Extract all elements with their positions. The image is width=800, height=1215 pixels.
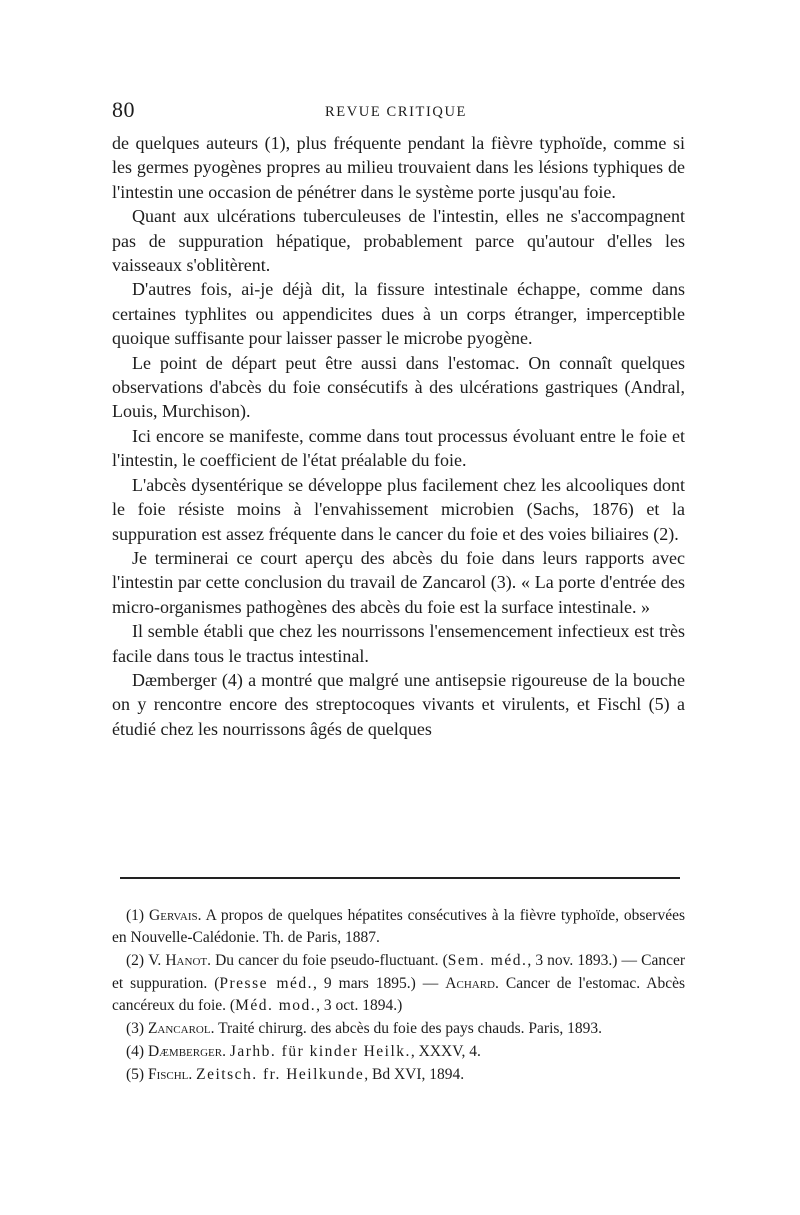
paragraph-8: Il semble établi que chez les nourrissons l'ensemencement infectieux est très facile dans tous le tractus intestinal. <box>112 621 685 666</box>
paragraph-7: Je terminerai ce court aperçu des abcès du foie dans leurs rapports avec l'intestin par cette conclusion du travail de Zancarol (3). « La porte d'entrée des micro-organismes pathogènes des abcès du foie est la surface intestinale. » <box>112 547 685 617</box>
paragraph-9: Dæmberger (4) a montré que malgré une antisepsie rigoureuse de la bouche on y rencontre encore des streptocoques vivants et virulents, et Fischl (5) a étudié chez les nourrissons âgés de quelques <box>112 669 685 739</box>
footnote-journal: Méd. mod. <box>235 996 317 1014</box>
main-text <box>112 131 685 741</box>
footnote-mark: (2) <box>126 952 145 970</box>
paragraph-4: Le point de départ peut être aussi dans l'estomac. On connaît quelques observations d'abcès du foie consécutifs à des ulcérations gastriques (Andral, Louis, Murchison). <box>112 352 685 422</box>
footnote-mark: (5) <box>126 1066 145 1084</box>
footnote-mark: (3) <box>126 1020 145 1038</box>
footnote-1 <box>112 905 685 949</box>
paragraph-1: de quelques auteurs (1), plus fréquente pendant la fièvre typhoïde, comme si les germes pyogènes propres au milieu trouvaient dans les lésions typhiques de l'intestin une occasion de pénétrer dans le système porte jusqu'au foie. <box>112 133 685 202</box>
footnote-text: Du cancer du foie pseudo-fluctuant. ( <box>215 952 448 970</box>
footnote-mark: (4) <box>126 1043 145 1061</box>
footnote-text: A propos de quelques hépatites consécutives à la fièvre typhoïde, observées en Nouvelle-Calédonie. Th. de Paris, 1887. <box>112 907 686 947</box>
footnote-separator <box>120 877 680 879</box>
footnote-4 <box>112 1041 685 1063</box>
footnote-journal: Jarhb. für kinder Heilk. <box>229 1043 411 1061</box>
footnote-author: Dæmberger. <box>147 1043 226 1061</box>
footnote-2 <box>112 950 685 1017</box>
footnote-journal: Zeitsch. fr. Heilkunde <box>196 1066 365 1084</box>
footnote-text: , 9 mars 1895.) — <box>313 974 446 992</box>
page-number: 80 <box>112 97 135 122</box>
footnote-author: Gervais. <box>149 907 202 924</box>
footnote-text: , 3 nov. 1893.) — Cancer et suppuration. ( <box>112 952 686 992</box>
paragraph-5: Ici encore se manifeste, comme dans tout processus évoluant entre le foie et l'intestin, le coefficient de l'état préalable du foie. <box>112 425 685 471</box>
footnote-author: Zancarol. <box>147 1020 215 1038</box>
footnote-text: , Bd XVI, 1894. <box>364 1066 465 1084</box>
footnote-author: V. Hanot. <box>148 952 211 970</box>
footnote-author: Fischl. <box>147 1066 193 1084</box>
footnote-text: , XXXV, 4. <box>410 1043 481 1061</box>
running-head <box>112 97 687 125</box>
footnote-author: Achard. <box>445 974 499 992</box>
footnote-text: Traité chirurg. des abcès du foie des pays chauds. Paris, 1893. <box>218 1020 603 1038</box>
paragraph-2: Quant aux ulcérations tuberculeuses de l'intestin, elles ne s'accompagnent pas de suppuration hépatique, probablement parce qu'autour d'elles les vaisseaux s'oblitèrent. <box>112 206 685 276</box>
footnote-mark: (1) <box>126 907 145 924</box>
running-title: REVUE CRITIQUE <box>325 104 468 120</box>
footnote-3 <box>112 1018 685 1040</box>
footnote-5 <box>112 1064 685 1086</box>
footnote-journal: Sem. méd. <box>447 952 528 970</box>
paragraph-3: D'autres fois, ai-je déjà dit, la fissure intestinale échappe, comme dans certaines typhlites ou appendicites dues à un corps étranger, imperceptible quoique suffisante pour laisser passer le microbe pyogène. <box>112 279 685 349</box>
paragraph-6: L'abcès dysentérique se développe plus facilement chez les alcooliques dont le foie résiste moins à l'envahissement microbien (Sachs, 1876) et la suppuration est assez fréquente dans le cancer du foie et des voies biliaires (2). <box>112 474 685 544</box>
footnote-text: Cancer de l'estomac. Abcès cancéreux du foie. ( <box>112 974 685 1014</box>
footnote-journal: Presse méd. <box>219 974 314 992</box>
footnote-text: , 3 oct. 1894.) <box>316 996 403 1014</box>
footnotes <box>112 905 685 1088</box>
